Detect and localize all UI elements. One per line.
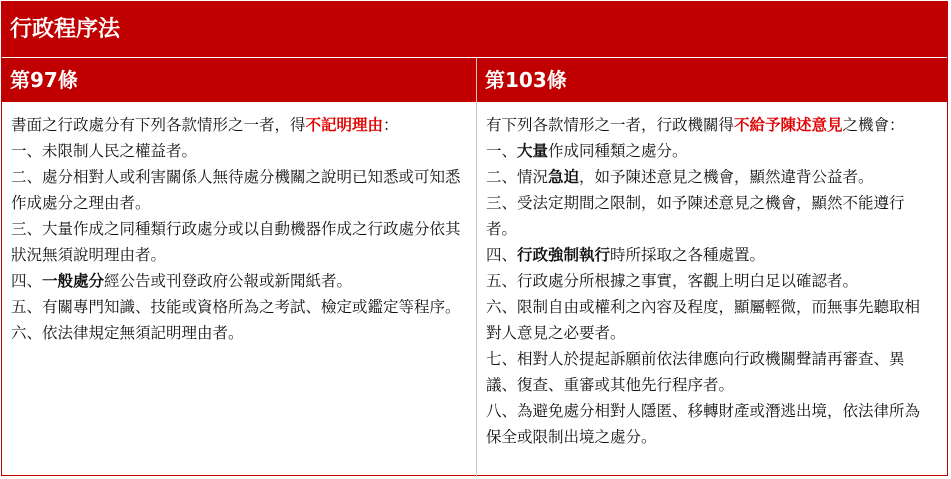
list-item	[11, 164, 461, 216]
item-text: 作成同種類之處分。	[548, 142, 688, 160]
intro-text: 有下列各款情形之一者，行政機關得	[486, 116, 735, 134]
column-divider	[476, 58, 477, 477]
list-item	[11, 268, 461, 294]
list-item	[11, 320, 461, 346]
item-text: 八、為避免處分相對人隱匿、移轉財產或潛逃出境，依法律所為保全或限制出境之處分。	[486, 402, 921, 446]
item-text: 三、受法定期間之限制，如予陳述意見之機會，顯然不能遵行者。	[486, 194, 905, 238]
item-text: 七、相對人於提起訴願前依法律應向行政機關聲請再審查、異議、復查、重審或其他先行程序者。	[486, 350, 905, 394]
item-text: 二、處分相對人或利害關係人無待處分機關之說明已知悉或可知悉作成處分之理由者。	[11, 168, 461, 212]
item-text: 六、限制自由或權利之內容及程度，顯屬輕微，而無事先聽取相對人意見之必要者。	[486, 298, 921, 342]
highlight-text: 不記明理由	[305, 116, 384, 134]
item-text: 四、	[486, 246, 518, 264]
item-text: 五、行政處分所根據之事實，客觀上明白足以確認者。	[486, 272, 859, 290]
item-text: 二、情況	[486, 168, 549, 186]
list-item	[486, 138, 934, 164]
list-item	[486, 294, 934, 346]
list-item	[11, 138, 461, 164]
article-103-intro	[486, 112, 934, 138]
item-text: 時所採取之各種處置。	[610, 246, 766, 264]
item-text: 經公告或刊登政府公報或新聞紙者。	[104, 272, 353, 290]
item-bold-text: 急迫	[548, 168, 580, 186]
column-header-article-97: 第97條	[2, 58, 476, 102]
item-bold-text: 行政強制執行	[517, 246, 611, 264]
list-item	[486, 268, 934, 294]
list-item	[11, 216, 461, 268]
intro-suffix: ：	[383, 116, 399, 134]
item-text: ，如予陳述意見之機會，顯然違背公益者。	[579, 168, 874, 186]
item-text: 五、有關專門知識、技能或資格所為之考試、檢定或鑑定等程序。	[11, 298, 461, 316]
table-title: 行政程序法	[2, 2, 947, 57]
article-103-body	[486, 112, 934, 450]
list-item	[486, 398, 934, 450]
column-header-article-103: 第103條	[477, 58, 947, 102]
item-text: 一、未限制人民之權益者。	[11, 142, 198, 160]
item-bold-text: 大量	[517, 142, 549, 160]
law-comparison-table	[1, 1, 948, 476]
list-item	[486, 346, 934, 398]
item-text: 六、依法律規定無須記明理由者。	[11, 324, 244, 342]
intro-suffix: 之機會：	[842, 116, 905, 134]
intro-text: 書面之行政處分有下列各款情形之一者，得	[11, 116, 306, 134]
highlight-text: 不給予陳述意見	[734, 116, 843, 134]
list-item	[486, 242, 934, 268]
list-item	[486, 164, 934, 190]
list-item	[486, 190, 934, 242]
item-bold-text: 一般處分	[42, 272, 105, 290]
list-item	[11, 294, 461, 320]
item-text: 三、大量作成之同種類行政處分或以自動機器作成之行政處分依其狀況無須說明理由者。	[11, 220, 461, 264]
article-97-body	[11, 112, 461, 346]
article-97-intro	[11, 112, 461, 138]
item-text: 四、	[11, 272, 43, 290]
item-text: 一、	[486, 142, 518, 160]
